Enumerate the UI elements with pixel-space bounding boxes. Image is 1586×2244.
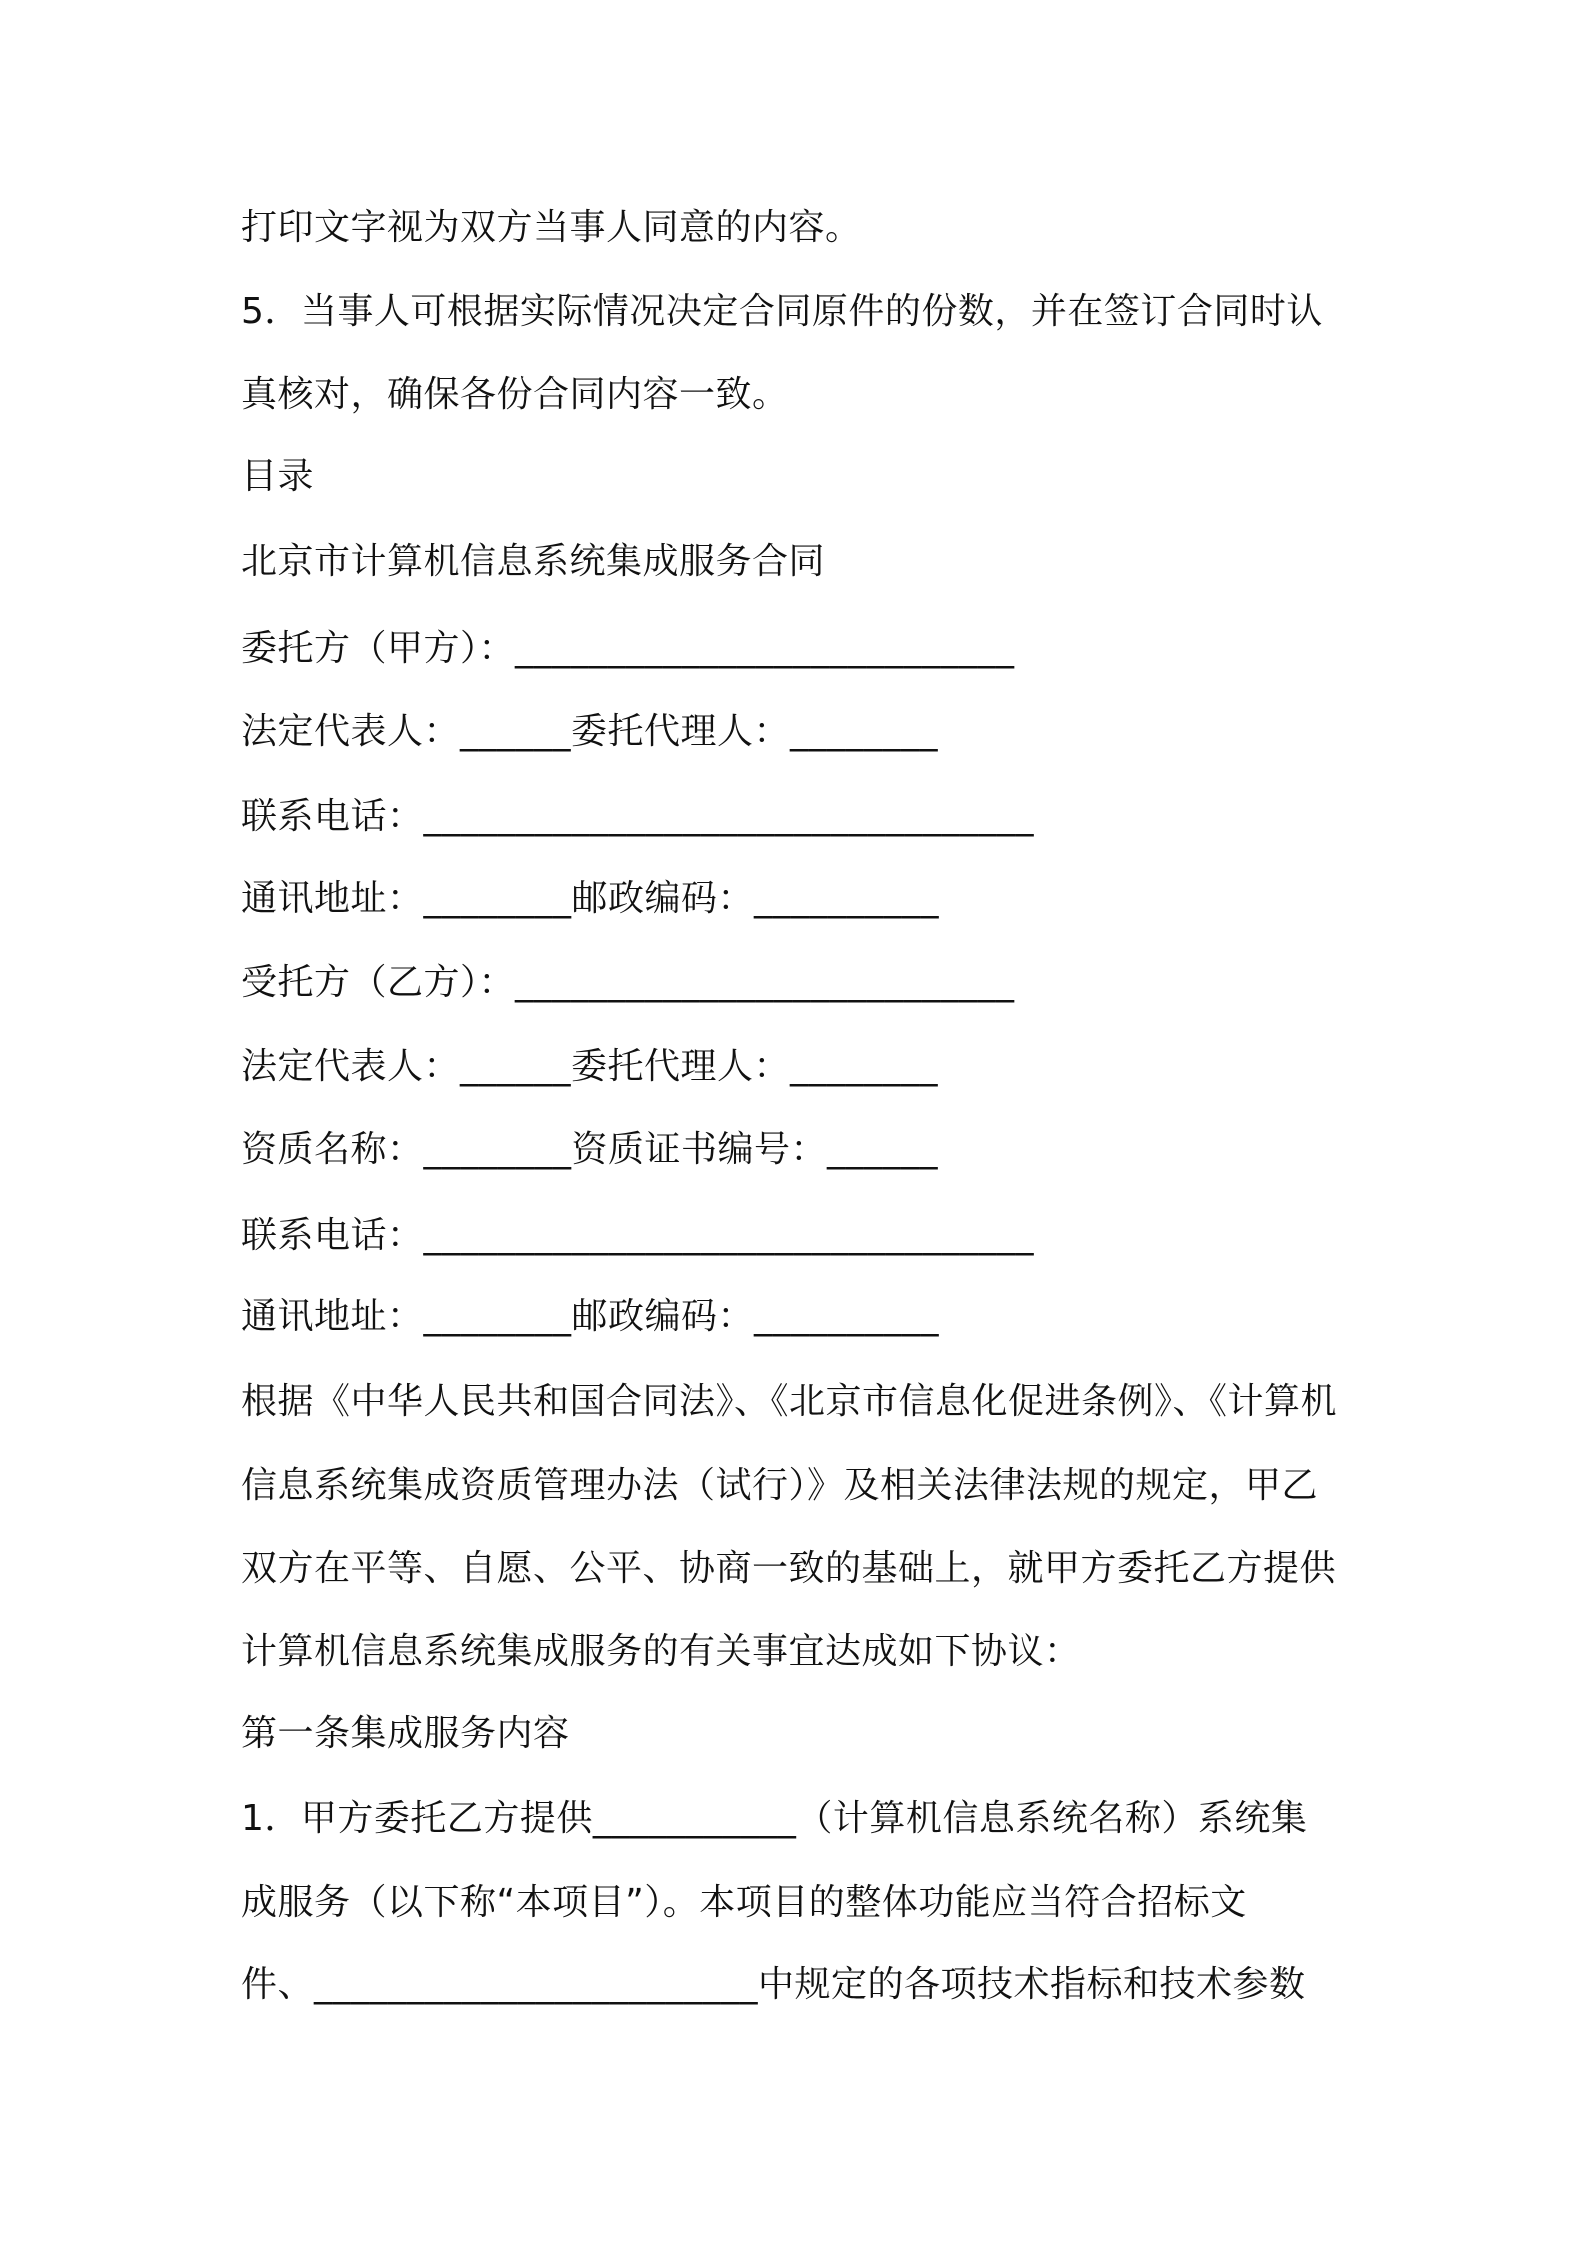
paragraph-line: 双方在平等、自愿、公平、协商一致的基础上，就甲方委托乙方提供 [241,1548,1337,1589]
text-line: 5．当事人可根据实际情况决定合同原件的份数，并在签订合同时认 [241,291,1323,332]
paragraph-line: 信息系统集成资质管理办法（试行）》及相关法律法规的规定，甲乙 [241,1465,1319,1506]
paragraph-line: 件、________________________中规定的各项技术指标和技术参数 [241,1964,1306,2005]
form-line-party-a: 委托方（甲方）：___________________________ [241,628,1015,669]
paragraph-line: 计算机信息系统集成服务的有关事宜达成如下协议： [241,1631,1081,1672]
form-line-party-b: 受托方（乙方）：___________________________ [241,962,1015,1003]
form-line-representative: 法定代表人：______委托代理人：________ [241,1046,939,1087]
paragraph-line: 成服务（以下称“本项目”）。本项目的整体功能应当符合招标文 [241,1882,1247,1923]
paragraph-line: 根据《中华人民共和国合同法》、《北京市信息化促进条例》、《计算机 [241,1381,1338,1422]
form-line-qualification: 资质名称：________资质证书编号：______ [241,1129,939,1170]
section-heading: 目录 [241,456,315,497]
text-line: 打印文字视为双方当事人同意的内容。 [241,207,862,248]
form-line-phone: 联系电话：_________________________________ [241,796,1035,837]
form-line-address: 通讯地址：________邮政编码：__________ [241,878,940,919]
article-heading: 第一条集成服务内容 [241,1713,570,1754]
form-line-address: 通讯地址：________邮政编码：__________ [241,1296,940,1337]
text-line: 真核对，确保各份合同内容一致。 [241,374,789,415]
contract-title: 北京市计算机信息系统集成服务合同 [241,541,826,582]
form-line-representative: 法定代表人：______委托代理人：________ [241,711,939,752]
paragraph-line: 1．甲方委托乙方提供___________（计算机信息系统名称）系统集 [241,1798,1308,1839]
form-line-phone: 联系电话：_________________________________ [241,1215,1035,1256]
